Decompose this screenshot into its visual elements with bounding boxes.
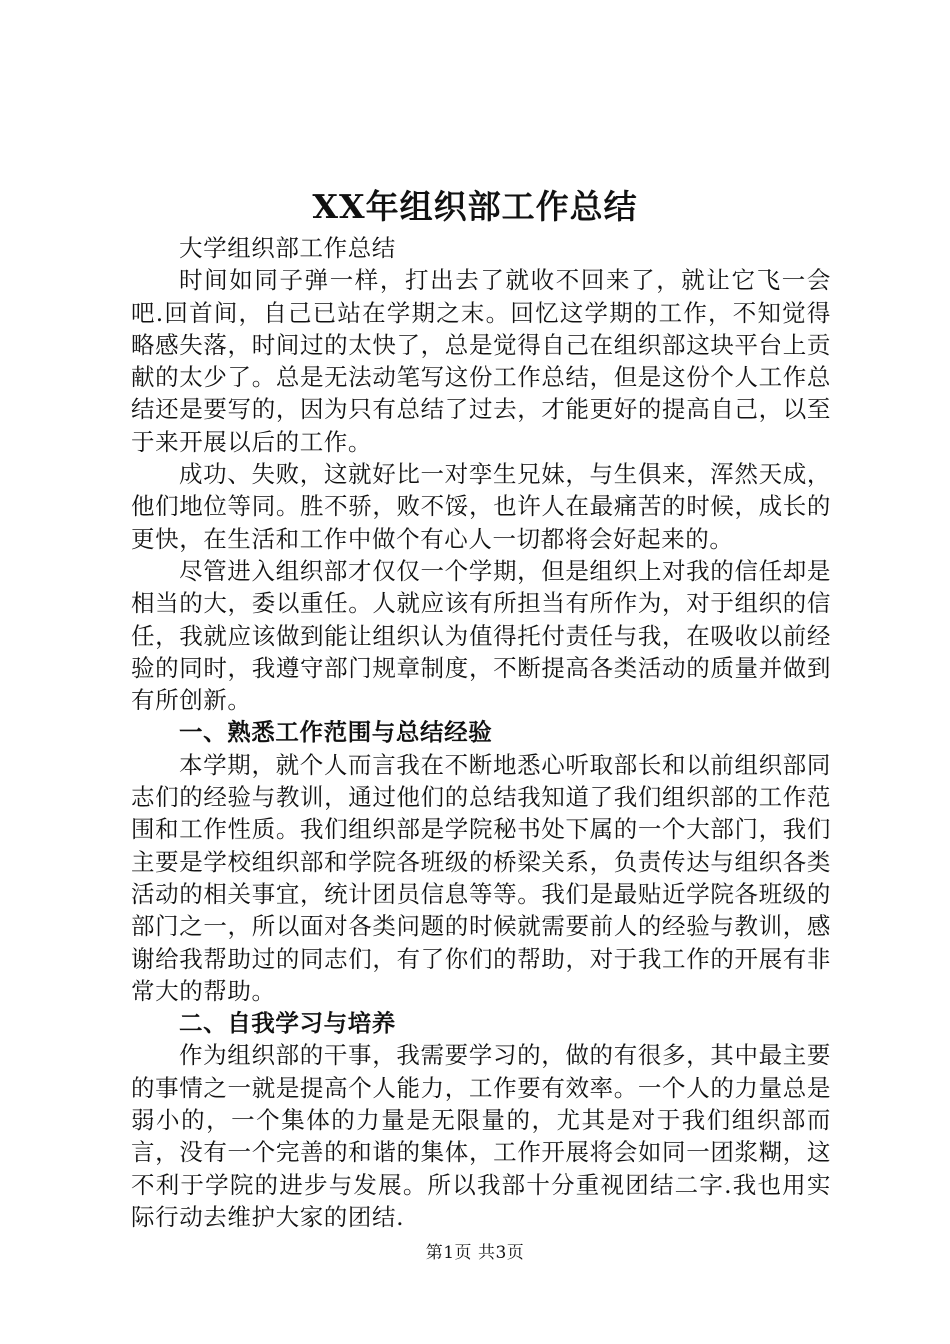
section-heading-1: 一、熟悉工作范围与总结经验 [179, 718, 493, 747]
section-text-1: 本学期，就个人而言我在不断地悉心听取部长和以前组织部同志们的经验与教训，通过他们的总结我知道了我们组织部的工作范围和工作性质。我们组织部是学院秘书处下属的一个大部门，我们主要是学校组织部和学院各班级的桥梁关系，负责传达与组织各类活动的相关事宜，统计团员信息等等。我们是最贴近学院各班级的部门之一，所以面对各类问题的时候就需要前人的经验与教训，感谢给我帮助过的同志们，有了你们的帮助，对于我工作的开展有非常大的帮助。 [131, 750, 831, 1005]
section-heading-2: 二、自我学习与培养 [179, 1009, 396, 1038]
page-number: 第1页 共3页 [425, 1243, 525, 1263]
subtitle: 大学组织部工作总结 [179, 234, 396, 262]
paragraph-trust: 尽管进入组织部才仅仅一个学期，但是组织上对我的信任却是相当的大，委以重任。人就应该有所担当有所作为，对于组织的信任，我就应该做到能让组织认为值得托付责任与我，在吸收以前经验的同时，我遵守部门规章制度，不断提高各类活动的质量并做到有所创新。 [131, 556, 831, 715]
document-body [131, 232, 831, 1233]
paragraph-intro: 时间如同子弹一样，打出去了就收不回来了，就让它飞一会吧.回首间，自己已站在学期之末。回忆这学期的工作，不知觉得略感失落，时间过的太快了，总是觉得自己在组织部这块平台上贡献的太少了。总是无法动笔写这份工作总结，但是这份个人工作总结还是要写的，因为只有总结了过去，才能更好的提高自己，以至于来开展以后的工作。 [131, 266, 831, 456]
document-title: XX年组织部工作总结 [312, 187, 638, 226]
section-text-2: 作为组织部的干事，我需要学习的，做的有很多，其中最主要的事情之一就是提高个人能力，工作要有效率。一个人的力量总是弱小的，一个集体的力量是无限量的，尤其是对于我们组织部而言，没有一个完善的和谐的集体，工作开展将会如同一团浆糊，这不利于学院的进步与发展。所以我部十分重视团结二字.我也用实际行动去维护大家的团结. [131, 1041, 831, 1231]
paragraph-success-failure: 成功、失败，这就好比一对孪生兄妹，与生俱来，浑然天成，他们地位等同。胜不骄，败不馁，也许人在最痛苦的时候，成长的更快，在生活和工作中做个有心人一切都将会好起来的。 [131, 460, 831, 553]
